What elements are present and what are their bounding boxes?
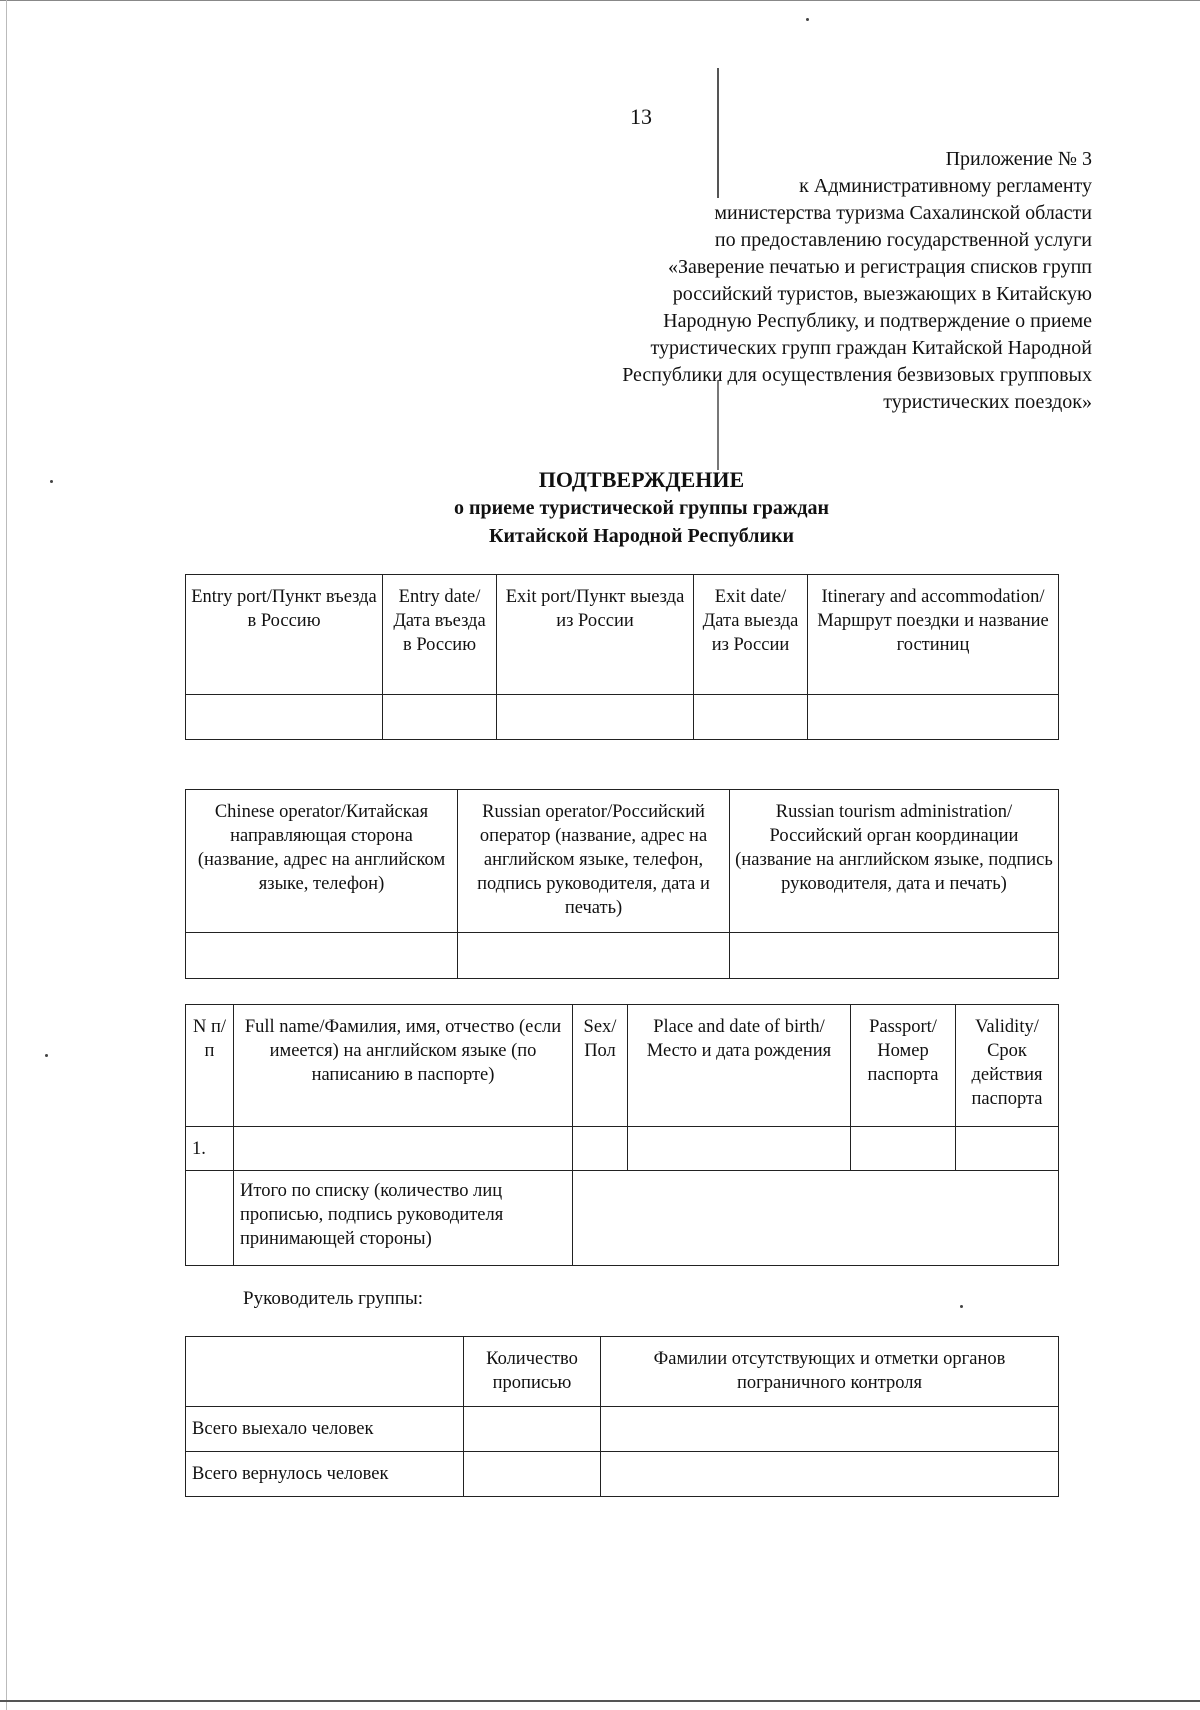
exit-port-cell[interactable] xyxy=(497,695,694,740)
appendix-line: Республики для осуществления безвизовых групповых xyxy=(622,364,1092,386)
absent-names-header: Фамилии отсутствующих и отметки органов пограничного контроля xyxy=(601,1337,1059,1407)
itinerary-header: Itinerary and accommodation/Маршрут поездки и название гостиниц xyxy=(808,575,1059,695)
departed-notes-cell[interactable] xyxy=(601,1407,1059,1452)
returned-quantity-cell[interactable] xyxy=(464,1452,601,1497)
appendix-line: к Административному регламенту xyxy=(799,175,1092,197)
chinese-operator-cell[interactable] xyxy=(186,933,458,979)
title-main: ПОДТВЕРЖДЕНИЕ xyxy=(538,467,745,492)
appendix-line: министерства туризма Сахалинской области xyxy=(714,202,1092,224)
full-name-cell[interactable] xyxy=(234,1127,573,1171)
appendix-line: по предоставлению государственной услуги xyxy=(714,229,1092,251)
tourists-table xyxy=(185,1004,1059,1266)
scan-speck xyxy=(45,1054,48,1057)
returned-notes-cell[interactable] xyxy=(601,1452,1059,1497)
entry-date-header: Entry date/Дата въезда в Россию xyxy=(383,575,497,695)
exit-date-header: Exit date/Дата выезда из России xyxy=(694,575,808,695)
entry-date-cell[interactable] xyxy=(383,695,497,740)
row-number: 1. xyxy=(186,1127,234,1171)
entry-port-header: Entry port/Пункт въезда в Россию xyxy=(186,575,383,695)
table-row xyxy=(186,1452,1059,1497)
counts-corner-header xyxy=(186,1337,464,1407)
operators-table xyxy=(185,789,1059,979)
passport-cell[interactable] xyxy=(851,1127,956,1171)
sex-cell[interactable] xyxy=(573,1127,628,1171)
appendix-line: «Заверение печатью и регистрация списков групп xyxy=(667,256,1092,278)
total-value-cell[interactable] xyxy=(573,1171,1059,1266)
birth-cell[interactable] xyxy=(628,1127,851,1171)
number-header: N п/п xyxy=(186,1005,234,1127)
sex-header: Sex/ Пол xyxy=(573,1005,628,1127)
validity-header: Validity/ Срок действия паспорта xyxy=(956,1005,1059,1127)
itinerary-cell[interactable] xyxy=(808,695,1059,740)
table-row xyxy=(186,1407,1059,1452)
scan-speck xyxy=(960,1305,963,1308)
entry-port-cell[interactable] xyxy=(186,695,383,740)
total-label: Итого по списку (количество лиц прописью, подпись руководителя принимающей стороны) xyxy=(234,1171,573,1266)
group-leader-label: Руководитель группы: xyxy=(243,1288,424,1309)
title-subtitle-1: о приеме туристической группы граждан xyxy=(454,497,829,519)
appendix-header xyxy=(492,146,1092,416)
exit-date-cell[interactable] xyxy=(694,695,808,740)
chinese-operator-header: Chinese operator/Китайская направляющая сторона (название, адрес на английском языке, телефон) xyxy=(186,790,458,933)
scan-speck xyxy=(806,18,809,21)
appendix-line: туристических групп граждан Китайской Народной xyxy=(650,337,1092,359)
table-row xyxy=(186,1127,1059,1171)
document-title xyxy=(0,466,1200,550)
birth-header: Place and date of birth/Место и дата рождения xyxy=(628,1005,851,1127)
russian-administration-header: Russian tourism administration/Российский орган координации (название на английском языке, подпись руководителя, дата и печать) xyxy=(730,790,1059,933)
appendix-line: Приложение № 3 xyxy=(945,148,1092,170)
scan-border-bottom xyxy=(0,1700,1200,1702)
trip-table xyxy=(185,574,1059,740)
departed-quantity-cell[interactable] xyxy=(464,1407,601,1452)
returned-label: Всего вернулось человек xyxy=(186,1452,464,1497)
appendix-line: туристических поездок» xyxy=(883,391,1092,413)
validity-cell[interactable] xyxy=(956,1127,1059,1171)
title-subtitle-2: Китайской Народной Республики xyxy=(488,525,795,547)
scan-border-top xyxy=(0,0,1200,1)
passport-header: Passport/ Номер паспорта xyxy=(851,1005,956,1127)
departed-label: Всего выехало человек xyxy=(186,1407,464,1452)
quantity-header: Количество прописью xyxy=(464,1337,601,1407)
appendix-line: российский туристов, выезжающих в Китайскую xyxy=(672,283,1092,305)
russian-operator-cell[interactable] xyxy=(458,933,730,979)
counts-table xyxy=(185,1336,1059,1497)
page-number: 13 xyxy=(630,104,652,129)
total-number-cell xyxy=(186,1171,234,1266)
russian-operator-header: Russian operator/Российский оператор (название, адрес на английском языке, телефон, подпись руководителя, дата и печать) xyxy=(458,790,730,933)
scan-border-left xyxy=(6,0,7,1710)
russian-administration-cell[interactable] xyxy=(730,933,1059,979)
full-name-header: Full name/Фамилия, имя, отчество (если имеется) на английском языке (по написанию в паспорте) xyxy=(234,1005,573,1127)
total-row xyxy=(186,1171,1059,1266)
appendix-line: Народную Республику, и подтверждение о приеме xyxy=(663,310,1092,332)
exit-port-header: Exit port/Пункт выезда из России xyxy=(497,575,694,695)
